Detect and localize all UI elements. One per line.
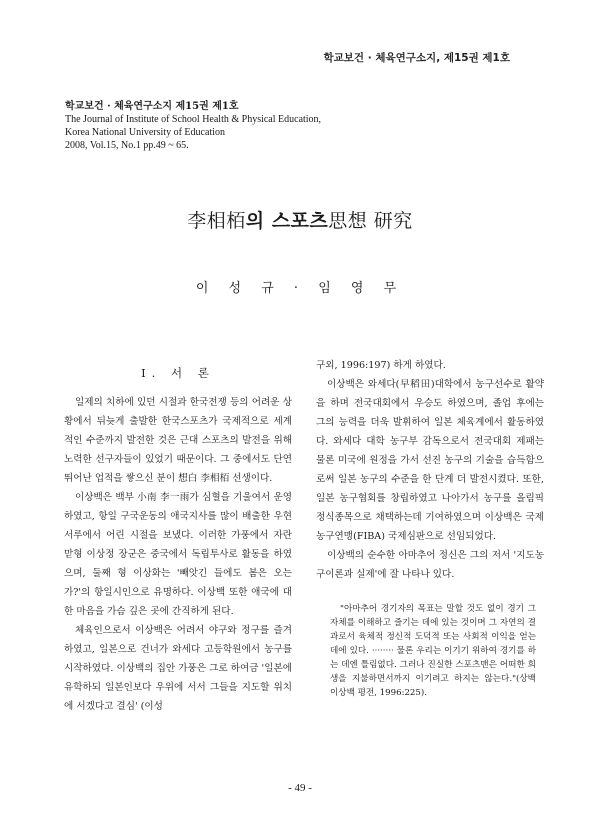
paper-authors: 이 성 규 · 임 영 무	[195, 281, 405, 296]
body-paragraph-continuation: 구외, 1996:197) 하게 하였다.	[316, 360, 446, 371]
title-thought-study: 思想 研究	[328, 210, 413, 232]
right-column	[316, 356, 544, 700]
citation-institution: Korea National University of Education	[65, 127, 225, 138]
citation-volume-pages: 2008, Vol.15, No.1 pp.49 ~ 65.	[65, 140, 189, 151]
left-column	[64, 364, 292, 716]
body-paragraph: 이상백은 와세다(早稻田)대학에서 농구선수로 활약을 하며 전국대회에서 우승도 하였으며, 졸업 후에는 그의 능력을 더욱 발휘하여 일본 체육계에서 활동하였다. 와세다 대학 농구부 감독으로서 전국대회 제패는 물론 미국에 원정을 가서 선진 농구의 기술을 습득함으로써 일본 농구의 수준을 한 단계 더 발전시켰다. 또한, 일본 농구협회를 창립하였고 나아가서 농구를 올림픽 정식종목으로 채택하는데 기여하였으며 이상백은 국제농구연맹(FIBA) 국제심판으로 선임되었다.	[316, 379, 544, 542]
title-name: 李相栢	[187, 210, 246, 232]
citation-journal-english: The Journal of Institute of School Health & Physical Education,	[65, 114, 322, 125]
title-sports: 의 스포츠	[245, 210, 329, 232]
paper-title	[0, 206, 600, 233]
section-heading-introduction: Ⅰ. 서 론	[141, 366, 215, 380]
page-number: - 49 -	[288, 782, 312, 794]
body-paragraph: 이상백은 백부 小南 李一雨가 심혈을 기울여서 운영하였고, 항일 구국운동의 애국지사를 많이 배출한 우현서루에서 어린 시절을 보냈다. 이러한 가풍에서 자란 맏형 이상정 장군은 중국에서 독립투사로 활동을 하였으며, 둘째 형 이상화는 '빼앗긴 들에도 봄은 오는가?'의 항일시인으로 유명하다. 이상백 또한 애국에 대한 마음을 가슴 깊은 곳에 간직하게 된다.	[64, 492, 292, 617]
body-paragraph: 이상백의 순수한 아마추어 정신은 그의 저서 '지도농구이론과 실제'에 잘 나타나 있다.	[316, 550, 544, 580]
citation-journal-korean: 학교보건 · 체육연구소지 제15권 제1호	[65, 101, 239, 112]
body-paragraph: 체육인으로서 이상백은 어려서 야구와 정구를 즐겨하였고, 일본으로 건너가 와세다 고등학원에서 농구를 시작하였다. 이상백의 집안 가풍은 그로 하여금 '일본에 유학하되 일본인보다 우위에 서서 그들을 지도할 위치에 서겠다고 결심' (이성	[64, 625, 292, 712]
journal-citation	[65, 100, 465, 152]
block-quote: "아마추어 경기자의 목표는 말할 것도 없이 경기 그 자체를 이해하고 즐기는 데에 있는 것이며 그 자연의 결과로서 육체적 정신적 도덕적 또는 사회적 이익을 얻는 데에 있다. ········ 물론 우리는 이기기 위하여 경기를 하는 데엔 틀림없다. 그러나 진실한 스포츠맨은 어떠한 희생을 지불하면서까지 이기려고 하지는 않는다."(상백 이상백 평전, 1996:225).	[330, 604, 536, 698]
body-paragraph: 일제의 치하에 있던 시절과 한국전쟁 등의 어려운 상황에서 뒤늦게 출발한 한국스포츠가 국제적으로 세계적인 수준까지 발전한 것은 근대 스포츠의 발전을 위해 노력한 선구자들이 있었기 때문이다. 그 중에서도 단연 뛰어난 업적을 쌓으신 분이 想白 李相栢 선생이다.	[64, 397, 292, 484]
running-header: 학교보건 · 체육연구소지, 제15권 제1호	[323, 52, 510, 64]
